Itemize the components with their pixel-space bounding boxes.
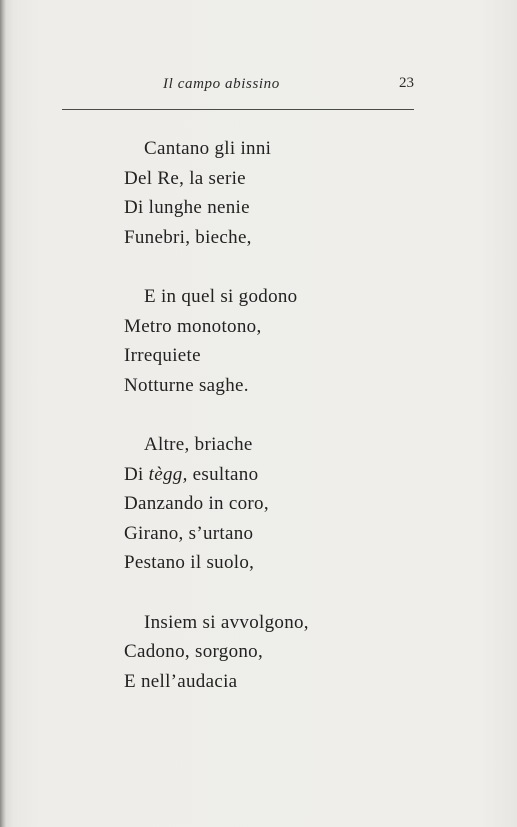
verse-line-with-italic (124, 460, 464, 490)
verse-line: Altre, briache (144, 434, 253, 455)
verse-line: Cadono, sorgono, (124, 641, 264, 662)
verse-text: Di (124, 463, 149, 485)
verse-line: E nell’audacia (124, 670, 238, 692)
verse-line: Del Re, la serie (124, 167, 246, 189)
verse-line: Danzando in coro, (124, 493, 269, 514)
verse-line: Irrequiete (124, 345, 201, 366)
verse-text: esultano (187, 463, 259, 485)
header-rule (62, 109, 414, 110)
verse-line: Funebri, bieche, (124, 226, 252, 248)
verse-line: Pestano il suolo, (124, 552, 255, 573)
poem (124, 134, 464, 726)
italic-word: tègg, (148, 463, 188, 485)
verse-line: Insiem si avvolgono, (144, 611, 309, 633)
verse-line: Metro monotono, (124, 315, 262, 337)
verse-line: Notturne saghe. (124, 374, 249, 396)
stanza-1 (124, 134, 464, 252)
verse-line: E in quel si godono (144, 286, 298, 307)
page-spine-shadow (0, 0, 6, 827)
verse-line: Di lunghe nenie (124, 197, 250, 218)
page-number: 23 (399, 75, 414, 91)
stanza-2 (124, 282, 464, 400)
stanza-4 (124, 608, 464, 697)
stanza-3 (124, 430, 464, 578)
verse-line: Cantano gli inni (144, 138, 272, 159)
verse-line: Girano, s’urtano (124, 522, 254, 544)
running-head-title: Il campo abissino (163, 76, 280, 92)
